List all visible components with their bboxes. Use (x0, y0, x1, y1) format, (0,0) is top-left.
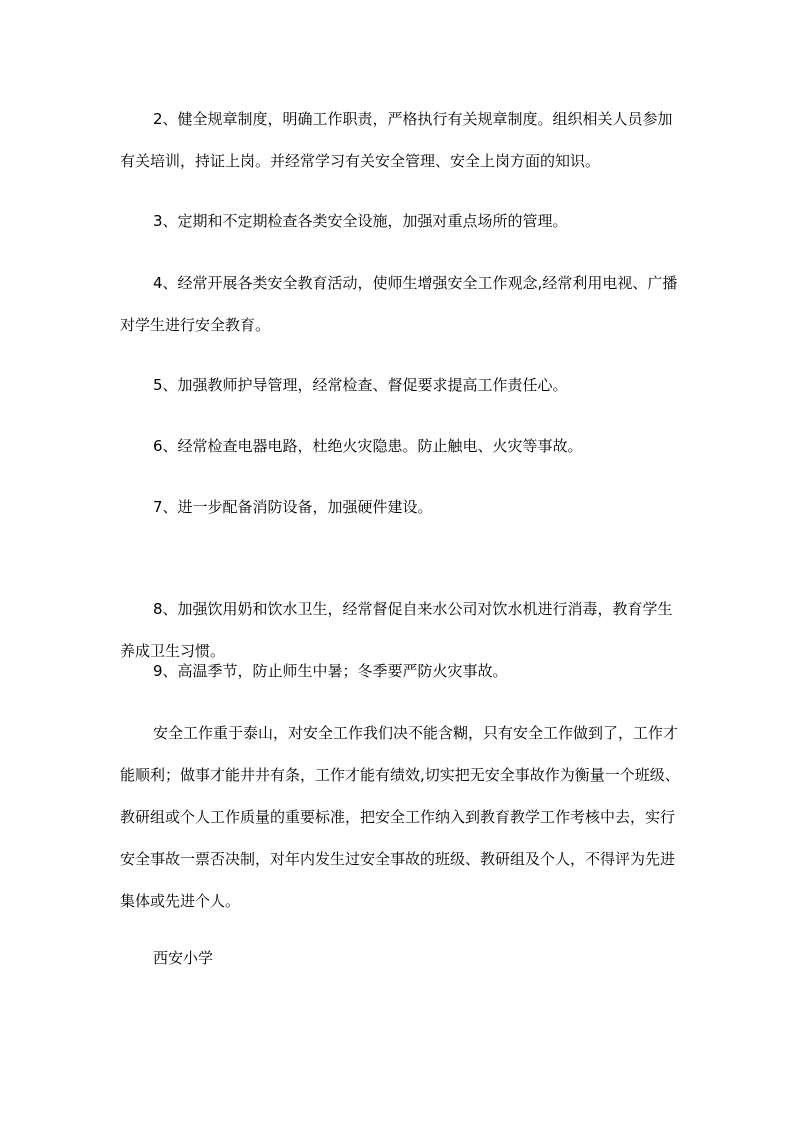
paragraph-item-8: 8、加强饮用奶和饮水卫生，经常督促自来水公司对饮水机进行消毒，教育学生养成卫生习惯。 (120, 600, 673, 660)
paragraph-item-5: 5、加强教师护导管理，经常检查、督促要求提高工作责任心。 (153, 376, 568, 394)
paragraph-item-2: 2、健全规章制度，明确工作职责，严格执行有关规章制度。组织相关人员参加有关培训，持证上岗。并经常学习有关安全管理、安全上岗方面的知识。 (120, 110, 673, 170)
paragraph-item-7: 7、进一步配备消防设备，加强硬件建设。 (153, 498, 433, 516)
paragraph-item-3: 3、定期和不定期检查各类安全设施，加强对重点场所的管理。 (153, 212, 568, 230)
paragraph-item-6: 6、经常检查电器电路，杜绝火灾隐患。防止触电、火灾等事故。 (153, 437, 583, 455)
paragraph-item-4: 4、经常开展各类安全教育活动，使师生增强安全工作观念,经常利用电视、广播对学生进行安全教育。 (120, 274, 678, 334)
signature: 西安小学 (153, 949, 214, 967)
closing-paragraph: 安全工作重于泰山，对安全工作我们决不能含糊，只有安全工作做到了，工作才能顺利；做事才能井井有条，工作才能有绩效,切实把无安全事故作为衡量一个班级、教研组或个人工作质量的重要标准，把安全工作纳入到教育教学工作考核中去，实行安全事故一票否决制，对年内发生过安全事故的班级、教研组及个人，不得评为先进集体或先进个人。 (120, 724, 680, 910)
paragraph-item-9: 9、高温季节，防止师生中暑；冬季要严防火灾事故。 (153, 662, 508, 680)
